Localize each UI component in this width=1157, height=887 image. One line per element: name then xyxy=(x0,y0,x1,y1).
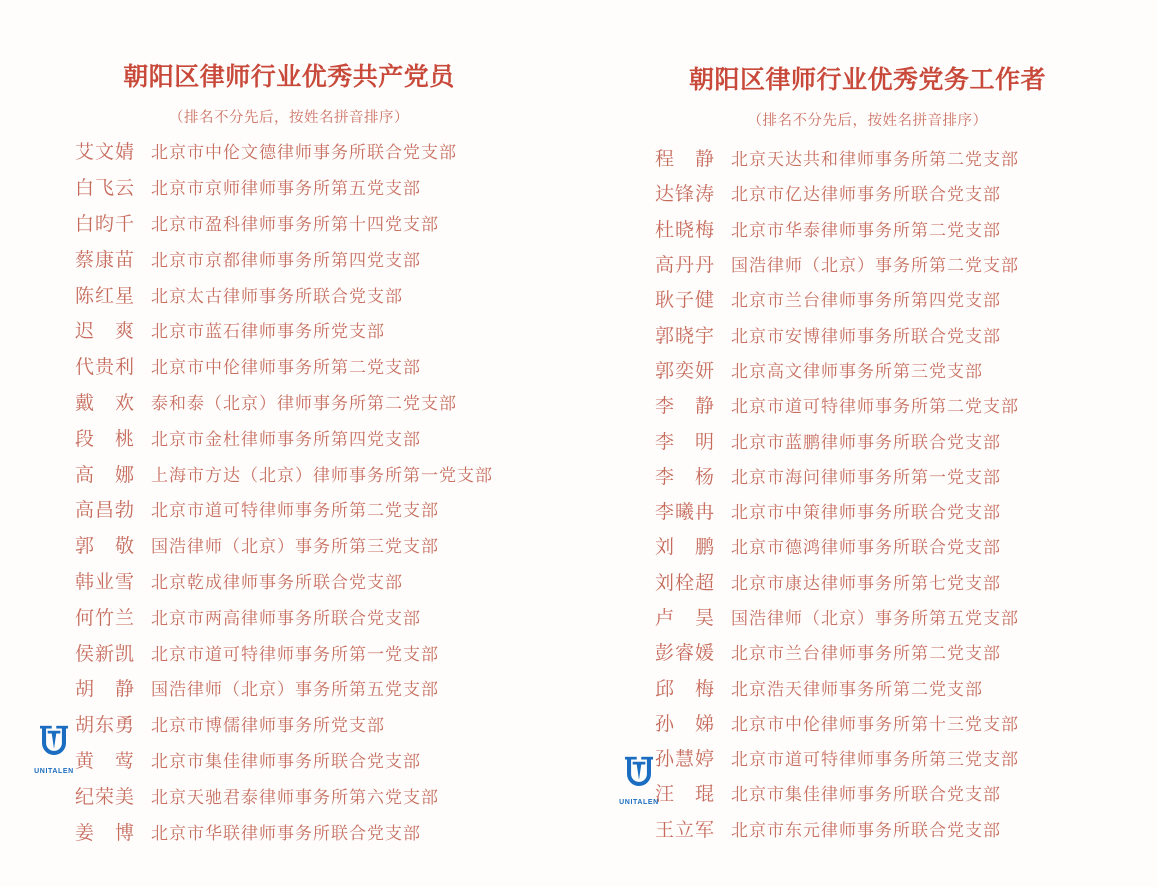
list-item xyxy=(0,813,578,849)
list-item xyxy=(0,240,578,276)
awardee-org: 北京太古律师事务所联合党支部 xyxy=(151,286,403,306)
list-item xyxy=(578,281,1157,316)
unitalen-watermark-text: UNITALEN xyxy=(619,799,659,806)
unitalen-watermark xyxy=(613,755,665,806)
awardee-org: 北京市道可特律师事务所第一党支部 xyxy=(151,644,439,664)
awardee-org: 北京天达共和律师事务所第二党支部 xyxy=(731,150,1019,170)
awardee-org: 国浩律师（北京）事务所第五党支部 xyxy=(731,609,1019,628)
unitalen-watermark-text: UNITALEN xyxy=(34,768,74,775)
awardee-org: 北京市两高律师事务所联合党支部 xyxy=(151,608,421,628)
left-page-title: 朝阳区律师行业优秀共产党员 xyxy=(123,64,455,91)
awardee-org: 北京市东元律师事务所联合党支部 xyxy=(731,820,1001,840)
left-page xyxy=(0,0,578,887)
awardee-name: 郭 敬 xyxy=(75,536,136,558)
list-item xyxy=(578,175,1157,210)
unitalen-watermark xyxy=(28,724,80,775)
awardee-org: 北京市京师律师事务所第五党支部 xyxy=(151,179,421,199)
right-award-list xyxy=(578,140,1157,846)
awardee-org: 北京市中策律师事务所联合党支部 xyxy=(731,503,1001,523)
list-item xyxy=(0,563,578,599)
list-item xyxy=(578,140,1157,175)
awardee-org: 北京浩天律师事务所第二党支部 xyxy=(731,679,983,699)
awardee-org: 北京市集佳律师事务所联合党支部 xyxy=(731,785,1001,805)
list-item xyxy=(578,458,1157,493)
awardee-name: 彭睿媛 xyxy=(655,643,716,665)
awardee-name: 白昀千 xyxy=(75,213,136,235)
list-item xyxy=(578,246,1157,281)
list-item xyxy=(578,669,1157,704)
awardee-org: 北京市兰台律师事务所第四党支部 xyxy=(731,291,1001,311)
awardee-name: 高昌勃 xyxy=(75,500,136,522)
list-item xyxy=(578,564,1157,599)
right-page xyxy=(578,0,1157,887)
awardee-name: 高 娜 xyxy=(75,464,136,486)
awardee-org: 上海市方达（北京）律师事务所第一党支部 xyxy=(151,465,493,485)
awardee-name: 郭晓宇 xyxy=(655,325,716,347)
list-item xyxy=(578,211,1157,246)
awardee-org: 北京市蓝石律师事务所党支部 xyxy=(151,322,385,342)
awardee-name: 胡 静 xyxy=(75,679,136,701)
awardee-org: 北京市京都律师事务所第四党支部 xyxy=(151,250,421,270)
awardee-name: 李 杨 xyxy=(655,466,716,488)
awardee-org: 北京市道可特律师事务所第二党支部 xyxy=(731,397,1019,417)
right-page-subtitle: （排名不分先后，按姓名拼音排序） xyxy=(747,113,988,129)
awardee-name: 韩业雪 xyxy=(75,571,136,593)
list-item xyxy=(0,455,578,491)
awardee-name: 陈红星 xyxy=(75,285,136,307)
list-item xyxy=(0,133,578,169)
left-award-list xyxy=(0,133,578,849)
list-item xyxy=(578,316,1157,351)
awardee-org: 北京高文律师事务所第三党支部 xyxy=(731,361,983,381)
awardee-name: 王立军 xyxy=(655,819,716,841)
awardee-name: 纪荣美 xyxy=(75,786,136,808)
awardee-name: 李曦冉 xyxy=(655,502,716,524)
awardee-org: 北京市蓝鹏律师事务所联合党支部 xyxy=(731,432,1001,452)
awardee-name: 杜晓梅 xyxy=(655,219,716,241)
list-item xyxy=(0,312,578,348)
unitalen-logo-icon xyxy=(37,724,71,767)
awardee-name: 代贵利 xyxy=(75,357,136,379)
awardee-name: 邱 梅 xyxy=(655,678,716,700)
awardee-name: 刘栓超 xyxy=(655,572,716,594)
awardee-name: 姜 博 xyxy=(75,822,136,844)
awardee-org: 北京市道可特律师事务所第三党支部 xyxy=(731,750,1019,770)
list-item xyxy=(0,276,578,312)
left-page-subtitle: （排名不分先后，按姓名拼音排序） xyxy=(169,110,409,126)
list-item xyxy=(0,169,578,205)
awardee-org: 北京市中伦文德律师事务所联合党支部 xyxy=(151,143,457,163)
awardee-org: 北京市华泰律师事务所第二党支部 xyxy=(731,220,1001,240)
awardee-org: 北京天驰君泰律师事务所第六党支部 xyxy=(151,787,439,807)
awardee-name: 汪 琨 xyxy=(655,784,716,806)
awardee-name: 高丹丹 xyxy=(655,255,716,277)
list-item xyxy=(0,384,578,420)
awardee-org: 北京乾成律师事务所联合党支部 xyxy=(151,572,403,592)
awardee-name: 刘 鹏 xyxy=(655,537,716,559)
awardee-name: 何竹兰 xyxy=(75,607,136,629)
list-item xyxy=(0,706,578,742)
list-item xyxy=(0,348,578,384)
awardee-name: 胡东勇 xyxy=(75,715,136,737)
unitalen-logo-icon xyxy=(622,755,656,798)
list-item xyxy=(0,634,578,670)
awardee-name: 郭奕妍 xyxy=(655,360,716,382)
awardee-name: 李 静 xyxy=(655,396,716,418)
awardee-org: 北京市兰台律师事务所第二党支部 xyxy=(731,644,1001,664)
awardee-org: 北京市集佳律师事务所联合党支部 xyxy=(151,751,421,771)
list-item xyxy=(0,491,578,527)
awardee-org: 北京市德鸿律师事务所联合党支部 xyxy=(731,538,1001,558)
awardee-org: 泰和泰（北京）律师事务所第二党支部 xyxy=(151,393,457,413)
awardee-name: 孙 娣 xyxy=(655,713,716,735)
awardee-org: 北京市道可特律师事务所第二党支部 xyxy=(151,501,439,521)
list-item xyxy=(0,527,578,563)
list-item xyxy=(578,422,1157,457)
awardee-name: 迟 爽 xyxy=(75,321,136,343)
awardee-org: 北京市华联律师事务所联合党支部 xyxy=(151,823,421,843)
awardee-org: 北京市盈科律师事务所第十四党支部 xyxy=(151,214,439,234)
awardee-org: 北京市海问律师事务所第一党支部 xyxy=(731,467,1001,487)
list-item xyxy=(0,598,578,634)
awardee-name: 白飞云 xyxy=(75,178,136,200)
list-item xyxy=(578,599,1157,634)
list-item xyxy=(0,742,578,778)
awardee-org: 北京市金杜律师事务所第四党支部 xyxy=(151,429,421,449)
awardee-name: 李 明 xyxy=(655,431,716,453)
list-item xyxy=(0,777,578,813)
awardee-name: 耿子健 xyxy=(655,290,716,312)
awardee-name: 程 静 xyxy=(655,149,716,171)
list-item xyxy=(578,493,1157,528)
awardee-org: 国浩律师（北京）事务所第二党支部 xyxy=(731,256,1019,276)
awardee-name: 艾文婧 xyxy=(75,142,136,164)
awardee-org: 国浩律师（北京）事务所第五党支部 xyxy=(151,680,439,700)
awardee-org: 北京市中伦律师事务所第十三党支部 xyxy=(731,714,1019,734)
awardee-name: 孙慧婷 xyxy=(655,749,716,771)
list-item xyxy=(578,387,1157,422)
list-item xyxy=(0,419,578,455)
list-item xyxy=(578,634,1157,669)
right-page-title: 朝阳区律师行业优秀党务工作者 xyxy=(688,67,1046,94)
awardee-name: 戴 欢 xyxy=(75,392,136,414)
list-item xyxy=(0,205,578,241)
list-item xyxy=(578,352,1157,387)
list-item xyxy=(0,670,578,706)
awardee-org: 国浩律师（北京）事务所第三党支部 xyxy=(151,537,439,557)
awardee-name: 卢 昊 xyxy=(655,608,716,629)
awardee-org: 北京市博儒律师事务所党支部 xyxy=(151,716,385,736)
awardee-org: 北京市亿达律师事务所联合党支部 xyxy=(731,185,1001,205)
list-item xyxy=(578,705,1157,740)
list-item xyxy=(578,811,1157,846)
list-item xyxy=(578,528,1157,563)
awardee-name: 侯新凯 xyxy=(75,643,136,665)
awardee-org: 北京市安博律师事务所联合党支部 xyxy=(731,326,1001,346)
awardee-org: 北京市中伦律师事务所第二党支部 xyxy=(151,358,421,378)
awardee-org: 北京市康达律师事务所第七党支部 xyxy=(731,573,1001,593)
awardee-name: 蔡康苗 xyxy=(75,249,136,271)
awardee-name: 黄 莺 xyxy=(75,750,136,772)
awardee-name: 段 桃 xyxy=(75,428,136,450)
awardee-name: 达锋涛 xyxy=(655,184,716,206)
